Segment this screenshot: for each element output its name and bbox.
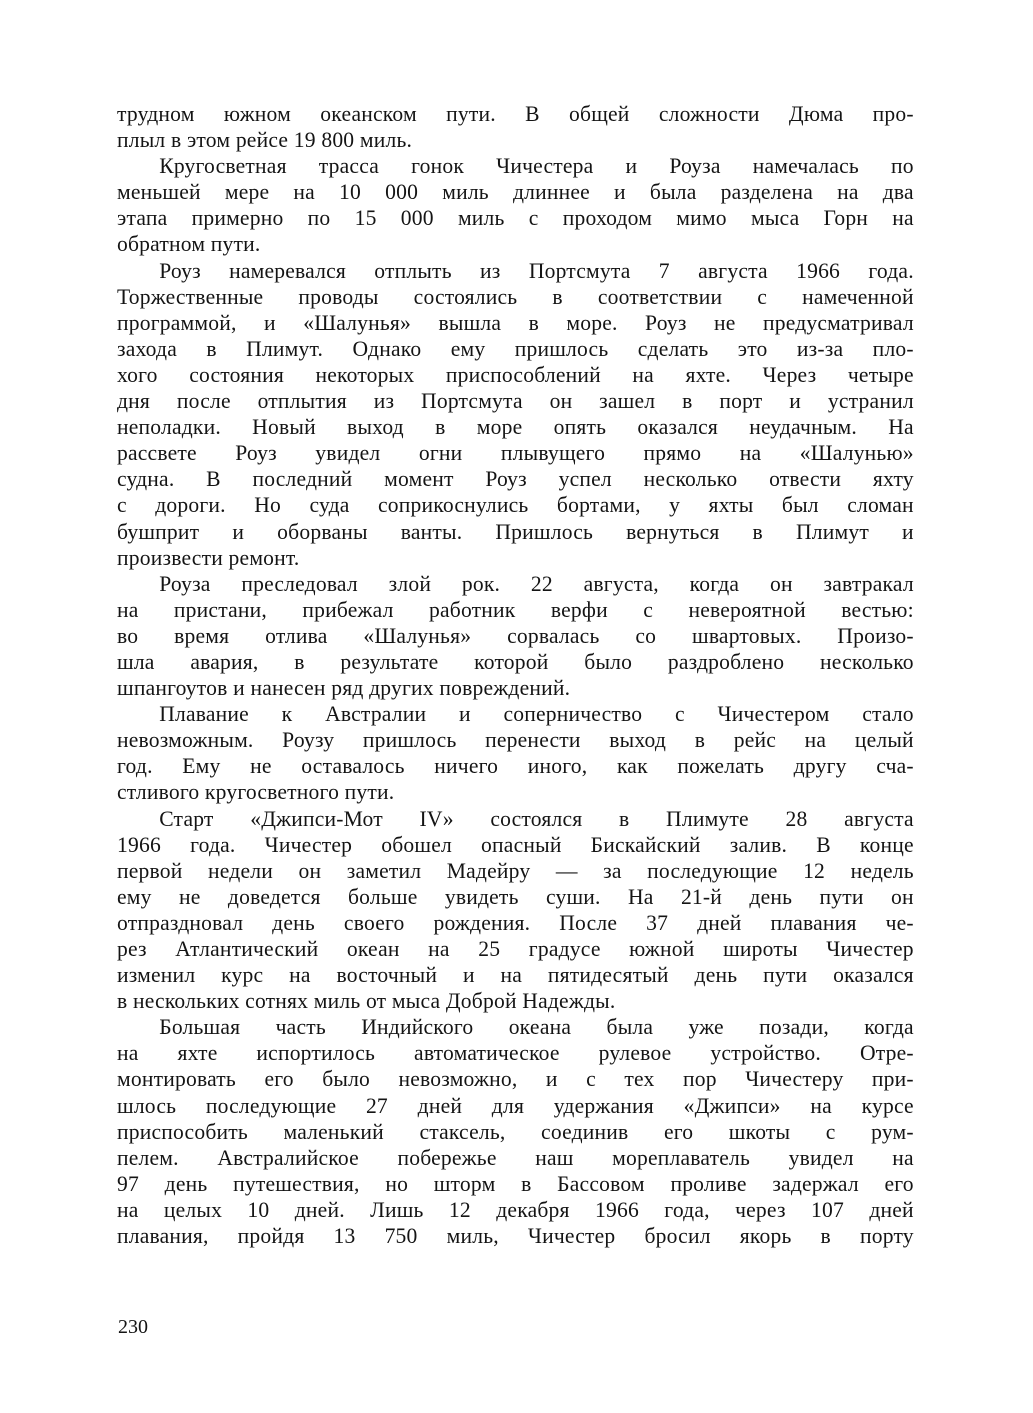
text-line: монтировать его было невозможно, и с тех пор Чичестеру при- [117,1066,914,1092]
text-line: в нескольких сотнях миль от мыса Доброй Надежды. [117,988,616,1014]
text-line: изменил курс на восточный и на пятидесятый день пути оказался [117,962,914,988]
text-line: дня после отплытия из Портсмута он зашел в порт и устранил [117,388,914,414]
paragraph [117,1014,914,1249]
text-line: меньшей мере на 10 000 миль длиннее и была разделена на два [117,179,914,205]
text-line: обратном пути. [117,231,261,257]
text-line: год. Ему не оставалось ничего иного, как пожелать другу сча- [117,753,914,779]
text-line: плавания, пройдя 13 750 миль, Чичестер бросил якорь в порту [117,1223,914,1249]
text-line: Торжественные проводы состоялись в соответствии с намеченной [117,283,914,309]
paragraph [117,258,914,571]
text-line: неполадки. Новый выход в море опять оказался неудачным. На [117,414,914,440]
paragraph [117,101,914,153]
text-line: шпангоутов и нанесен ряд других повреждений. [117,675,571,701]
text-line: рез Атлантический океан на 25 градусе южной широты Чичестер [117,936,914,961]
text-line: Плавание к Австралии и соперничество с Чичестером стало [159,701,914,727]
text-line: Роуз намеревался отплыть из Портсмута 7 августа 1966 года. [159,257,914,283]
text-line: на целых 10 дней. Лишь 12 декабря 1966 года, через 107 дней [117,1196,914,1222]
text-line: шлось последующие 27 дней для удержания «Джипси» на курсе [117,1092,914,1118]
text-line: бушприт и оборваны ванты. Пришлось вернуться в Плимут и [117,518,914,544]
text-line: захода в Плимут. Однако ему пришлось сделать это из-за пло- [117,335,914,361]
text-line: Кругосветная трасса гонок Чичестера и Роуза намечалась по [159,153,914,179]
text-line: первой недели он заметил Мадейру — за последующие 12 недель [117,857,914,883]
text-line: невозможным. Роузу пришлось перенести выход в рейс на целый [117,727,914,753]
text-line: стливого кругосветного пути. [117,779,395,805]
text-line: приспособить маленький стаксель, соединив его шкоты с рум- [117,1118,914,1144]
text-line: 1966 года. Чичестер обошел опасный Бискайский залив. В конце [117,831,914,857]
text-line: ему не доведется больше увидеть суши. На 21-й день пути он [117,883,914,909]
text-line: 97 день путешествия, но шторм в Бассовом проливе задержал его [117,1170,914,1196]
page-number: 230 [118,1316,148,1338]
text-line: во время отлива «Шалунья» сорвалась со швартовых. Произо- [117,622,914,648]
text-line: Большая часть Индийского океана была уже позади, когда [159,1014,914,1040]
text-line: на яхте испортилось автоматическое рулевое устройство. Отре- [117,1040,914,1066]
paragraph [117,701,914,805]
text-line: программой, и «Шалунья» вышла в море. Роуз не предусматривал [117,309,914,335]
text-line: трудном южном океанском пути. В общей сложности Дюма про- [117,101,914,126]
paragraph [117,153,914,257]
text-line: на пристани, прибежал работник верфи с невероятной вестью: [117,596,914,622]
text-line: хого состояния некоторых приспособлений на яхте. Через четыре [117,361,914,387]
paragraph [117,806,914,1015]
text-line: этапа примерно по 15 000 миль с проходом мимо мыса Горн на [117,205,914,231]
text-line: с дороги. Но суда соприкоснулись бортами, у яхты был сломан [117,492,914,518]
text-line: плыл в этом рейсе 19 800 миль. [117,127,413,153]
text-line: Старт «Джипси-Мот IV» состоялся в Плимуте 28 августа [159,805,914,831]
text-line: шла авария, в результате которой было раздроблено несколько [117,648,914,674]
text-line: судна. В последний момент Роуз успел несколько отвести яхту [117,466,914,492]
text-line: рассвете Роуз увидел огни плывущего прямо на «Шалунью» [117,440,914,466]
paragraph [117,571,914,701]
text-line: Роуза преследовал злой рок. 22 августа, когда он завтракал [159,570,914,596]
page-body [117,101,914,1249]
text-line: пелем. Австралийское побережье наш мореплаватель увидел на [117,1144,914,1170]
text-line: отпраздновал день своего рождения. После 37 дней плавания че- [117,909,914,935]
text-line: произвести ремонт. [117,544,300,570]
